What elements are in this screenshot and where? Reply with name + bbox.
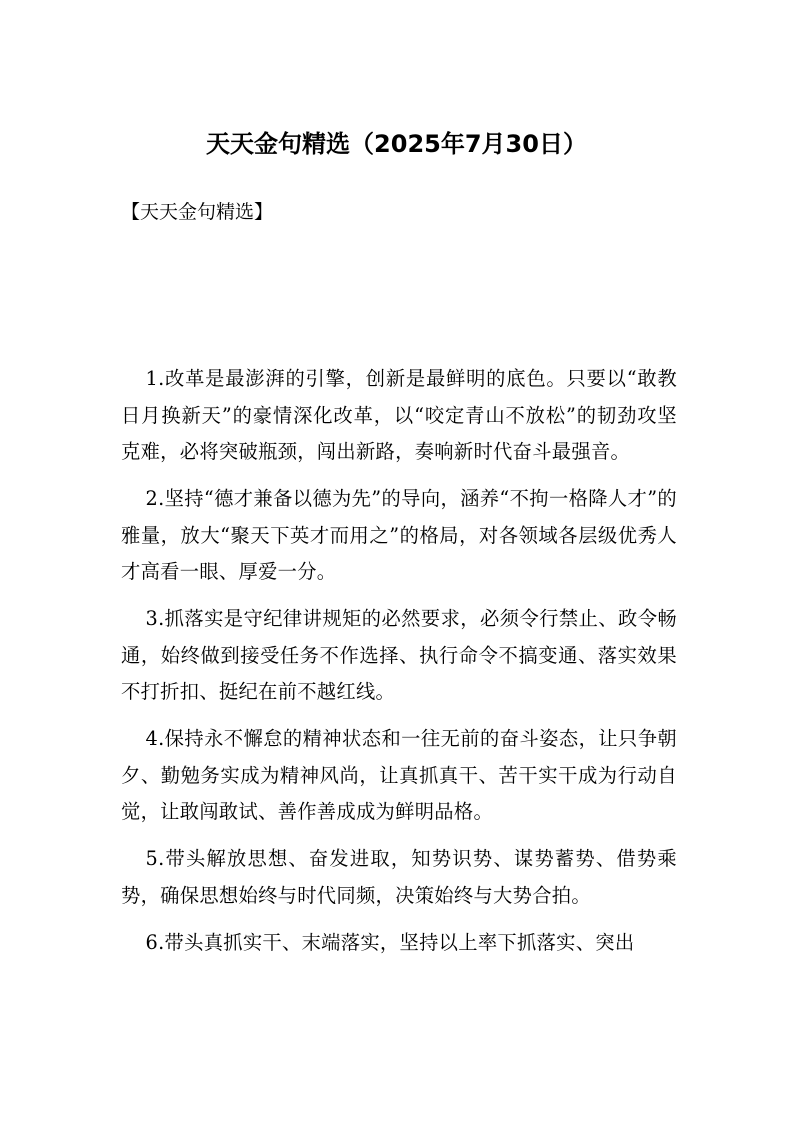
paragraph-5: 5.带头解放思想、奋发进取，知势识势、谋势蓄势、借势乘势，确保思想始终与时代同频，决策始终与大势合拍。 — [121, 847, 677, 907]
paragraph-4: 4.保持永不懈怠的精神状态和一往无前的奋斗姿态，让只争朝夕、勤勉务实成为精神风尚，让真抓真干、苦干实干成为行动自觉，让敢闯敢试、善作善成成为鲜明品格。 — [121, 727, 677, 823]
document-title: 天天金句精选（2025年7月30日） — [206, 130, 587, 158]
paragraph-1: 1.改革是最澎湃的引擎，创新是最鲜明的底色。只要以“敢教日月换新天”的豪情深化改革，以“咬定青山不放松”的韧劲攻坚克难，必将突破瓶颈，闯出新路，奏响新时代奋斗最强音。 — [121, 367, 677, 463]
paragraph-3: 3.抓落实是守纪律讲规矩的必然要求，必须令行禁止、政令畅通，始终做到接受任务不作选择、执行命令不搞变通、落实效果不打折扣、挺纪在前不越红线。 — [121, 607, 677, 703]
paragraph-6: 6.带头真抓实干、末端落实，坚持以上率下抓落实、突出 — [145, 930, 635, 954]
document-body — [121, 361, 677, 972]
section-label: 【天天金句精选】 — [121, 201, 274, 223]
paragraph-2: 2.坚持“德才兼备以德为先”的导向，涵养“不拘一格降人才”的雅量，放大“聚天下英才而用之”的格局，对各领域各层级优秀人才高看一眼、厚爱一分。 — [121, 487, 677, 583]
